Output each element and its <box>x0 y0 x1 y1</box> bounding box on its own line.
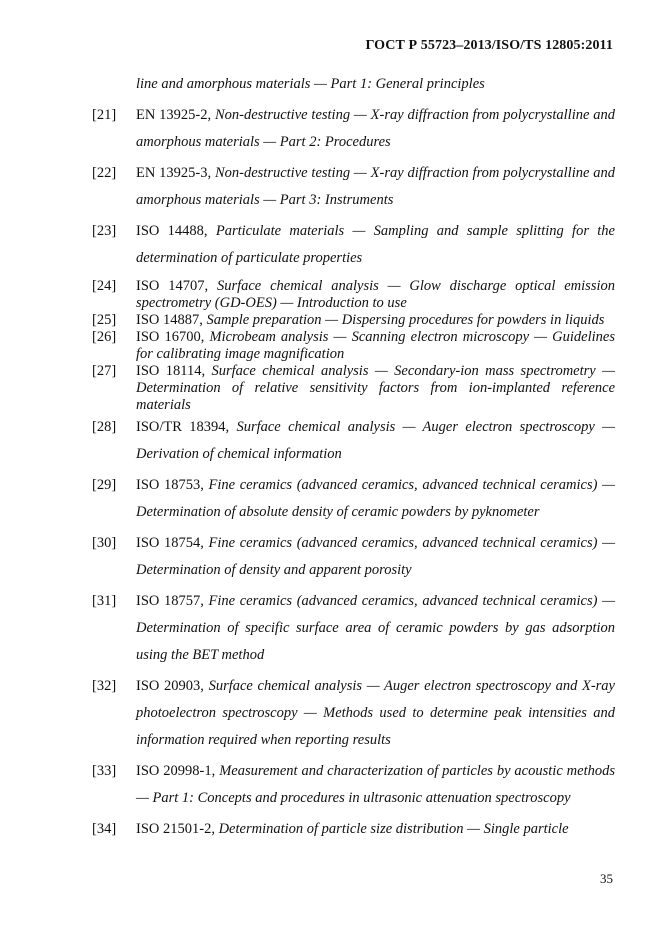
reference-text <box>136 102 615 156</box>
standard-title: Surface chemical analysis — Auger electron spectroscopy and X-ray photoelectron spectroscopy — Methods used to determine peak intensities and information required when reporting results <box>136 678 615 748</box>
reference-entry <box>92 312 615 329</box>
standard-code: ISO/TR 18394, <box>136 419 230 435</box>
reference-entry <box>92 160 615 214</box>
reference-entry <box>92 102 615 156</box>
reference-entry <box>92 329 615 363</box>
standard-code: EN 13925-3, <box>136 165 212 181</box>
continued-reference-text: line and amorphous materials — Part 1: General principles <box>136 76 485 92</box>
standard-code: ISO 14887, <box>136 312 203 328</box>
reference-text <box>136 218 615 272</box>
reference-entry <box>92 673 615 754</box>
reference-number: [21] <box>92 107 117 123</box>
reference-text <box>136 312 615 329</box>
reference-number: [24] <box>92 278 117 294</box>
reference-number: [22] <box>92 165 117 181</box>
reference-number: [23] <box>92 223 117 239</box>
standard-title: Fine ceramics (advanced ceramics, advanced technical ceramics) — Determination of specific surface area of ceramic powders by gas adsorption using the BET method <box>136 593 615 663</box>
reference-text <box>136 816 615 843</box>
standard-code: ISO 16700, <box>136 329 205 345</box>
standard-code: ISO 14488, <box>136 223 208 239</box>
standard-title: Microbeam analysis — Scanning electron microscopy — Guidelines for calibrating image magnification <box>136 329 615 362</box>
reference-text <box>136 472 615 526</box>
reference-entry <box>92 363 615 414</box>
reference-entry <box>92 530 615 584</box>
reference-entry <box>92 218 615 272</box>
standard-title: Sample preparation — Dispersing procedures for powders in liquids <box>206 312 605 328</box>
reference-text <box>136 278 615 312</box>
standard-code: ISO 18754, <box>136 535 204 551</box>
standard-title: Non-destructive testing — X-ray diffraction from polycrystalline and amorphous materials — Part 3: Instruments <box>136 165 615 208</box>
reference-entries <box>92 102 615 843</box>
reference-text <box>136 414 615 468</box>
reference-number: [34] <box>92 821 117 837</box>
standard-title: Measurement and characterization of particles by acoustic methods — Part 1: Concepts and procedures in ultrasonic attenuation spectroscopy <box>136 763 616 806</box>
reference-number: [25] <box>92 312 117 328</box>
reference-text <box>136 160 615 214</box>
reference-number: [28] <box>92 419 117 435</box>
reference-number: [29] <box>92 477 117 493</box>
standard-title: Surface chemical analysis — Auger electron spectroscopy — Derivation of chemical information <box>136 419 615 462</box>
reference-entry <box>92 472 615 526</box>
standard-code: ISO 18757, <box>136 593 204 609</box>
standard-code: ISO 20998-1, <box>136 763 216 779</box>
reference-text <box>136 588 615 669</box>
reference-number: [32] <box>92 678 117 694</box>
reference-text <box>136 329 615 363</box>
standard-code: ISO 20903, <box>136 678 204 694</box>
standard-code: ISO 21501-2, <box>136 821 215 837</box>
standard-code: ISO 18753, <box>136 477 204 493</box>
standard-title: Determination of particle size distribution — Single particle <box>218 821 569 837</box>
reference-entry <box>92 758 615 812</box>
reference-entry <box>92 278 615 312</box>
standard-code: ISO 14707, <box>136 278 209 294</box>
reference-number: [26] <box>92 329 117 345</box>
standard-title: Surface chemical analysis — Glow discharge optical emission spectrometry (GD-OES) — Introduction to use <box>136 278 615 311</box>
reference-number: [33] <box>92 763 117 779</box>
reference-entry <box>92 414 615 468</box>
standard-title: Surface chemical analysis — Secondary-ion mass spectrometry — Determination of relative sensitivity factors from ion-implanted reference materials <box>136 363 616 413</box>
reference-text <box>136 363 615 414</box>
standard-title: Particulate materials — Sampling and sample splitting for the determination of particulate properties <box>136 223 615 266</box>
page-header: ГОСТ Р 55723–2013/ISO/TS 12805:2011 <box>365 38 613 53</box>
reference-number: [30] <box>92 535 117 551</box>
reference-text <box>136 673 615 754</box>
reference-text <box>136 758 615 812</box>
reference-number: [31] <box>92 593 117 609</box>
reference-entry <box>92 816 615 843</box>
reference-number: [27] <box>92 363 117 379</box>
bibliography-list <box>92 71 615 843</box>
reference-entry <box>92 588 615 669</box>
standard-title: Non-destructive testing — X-ray diffraction from polycrystalline and amorphous materials — Part 2: Procedures <box>136 107 615 150</box>
reference-text <box>136 530 615 584</box>
standard-title: Fine ceramics (advanced ceramics, advanced technical ceramics) — Determination of density and apparent porosity <box>136 535 615 578</box>
standard-title: Fine ceramics (advanced ceramics, advanced technical ceramics) — Determination of absolute density of ceramic powders by pyknometer <box>136 477 615 520</box>
standard-code: EN 13925-2, <box>136 107 212 123</box>
page-number: 35 <box>600 871 613 886</box>
standard-code: ISO 18114, <box>136 363 206 379</box>
